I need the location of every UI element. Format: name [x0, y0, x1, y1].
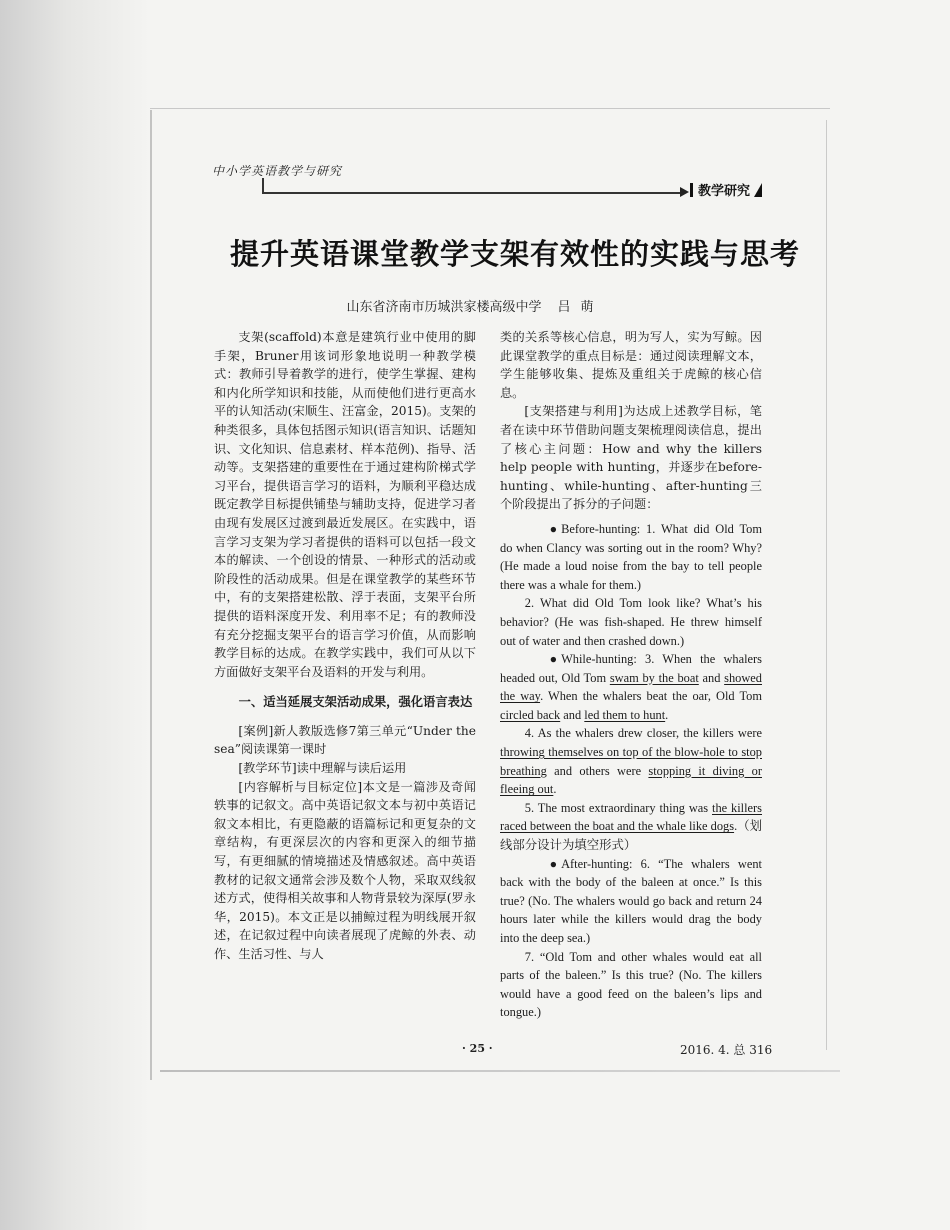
analysis-paragraph: [内容解析与目标定位]本文是一篇涉及奇闻轶事的记叙文。高中英语记叙文本与初中英语记叙文本相比，有更隐蔽的语篇标记和更复杂的文章结构，有更深层次的内容和更深入的细节描写，有更细腻的情境描述及情感叙述。高中英语教材的记叙文通常会涉及数个人物，采取双线叙述方式，使得相关故事和人物背景较为深厚(罗永华，2015)。本文正是以捕鲸过程为明线展开叙述，在记叙过程中向读者展现了虎鲸的外表、动作、生活习性、与人 [214, 779, 476, 961]
blank-1: swam by the boat [609, 670, 699, 685]
right-column [500, 328, 762, 1022]
question-4: 4. As the whalers drew closer, the killers were throwing themselves on top of the blow-hole to stop breathing and others were stopping it diving or fleeing out. [500, 726, 762, 797]
step-paragraph: [教学环节]读中理解与读后运用 [238, 761, 407, 776]
flag-icon [754, 183, 762, 197]
question-2: 2. What did Old Tom look like? What’s his behavior? (He was fish-shaped. He threw himself out of water and then crashed down.) [500, 596, 762, 648]
question-5: 5. The most extraordinary thing was the killers raced between the boat and the whale like dogs.（划线部分设计为填空形式） [500, 800, 762, 853]
question-3: ● While-hunting: 3. When the whalers headed out, Old Tom swam by the boat and showed the way. When the whalers beat the oar, Old Tom circled back and led them to hunt. [500, 652, 762, 722]
bullet-icon: ● [549, 652, 558, 667]
author-name: 吕萌 [557, 300, 604, 315]
issue-info: 2016. 4. 总 316 [680, 1043, 773, 1057]
section-label: 教学研究 [698, 184, 751, 199]
continuation-paragraph: 类的关系等核心信息，明为写人，实为写鲸。因此课堂教学的重点目标是：通过阅读理解文本，学生能够收集、提炼及重组关于虎鲸的核心信息。 [500, 330, 762, 400]
scan-right-edge [826, 120, 827, 1050]
bar-icon [690, 183, 693, 197]
affiliation: 山东省济南市历城洪家楼高级中学 [346, 300, 542, 315]
question-6 [500, 855, 762, 948]
header-rule-horizontal [262, 192, 682, 194]
journal-name: 中小学英语教学与研究 [212, 164, 343, 178]
blank-2: showed the way [500, 670, 762, 704]
scan-top-edge [150, 108, 830, 109]
section-heading: 一、适当延展支架活动成果，强化语言表达 [238, 695, 473, 710]
case-paragraph: [案例]新人教版选修7第三单元“Under the sea”阅读课第一课时 [214, 723, 476, 757]
blank-4: led them to hunt [584, 707, 666, 722]
blank-5: throwing themselves on top of the blow-hole to stop breathing [500, 745, 762, 778]
byline [0, 296, 950, 315]
section-tag [690, 180, 762, 199]
blank-7: the killers raced between the boat and the whale like dogs [500, 800, 762, 834]
intro-paragraph: 支架(scaffold)本意是建筑行业中使用的脚手架，Bruner用该词形象地说明一种教学模式：教师引导着教学的进行，使学生掌握、建构和内化所学知识和技能，从而使他们进行更高水平的认知活动(宋顺生、汪富金，2015)。支架的种类很多，具体包括图示知识(语言知识、话题知识、文化知识、信息素材、样本范例)、指导、活动等。支架搭建的重要性在于通过建构阶梯式学习平台，提供语言学习的语料，为顺利平稳达成既定教学目标提供铺垫与辅助支持，促进学习者由现有发展区过渡到最近发展区。在实践中，语言学习支架为学习者提供的语料可以包括一段文本的解读、一个创设的情景、一种形式的活动或阶段性的活动成果。但是在课堂教学的某些环节中，有的支架搭建松散、浮于表面，支架平台所提供的语料深度开发、利用率不足；有的教师没有充分挖掘支架平台的语言学习价值，从而影响教学目标的达成。在教学实践中，我们可从以下方面做好支架平台及语料的开发与利用。 [214, 330, 476, 679]
bullet-icon: ● [549, 521, 558, 536]
article-title: 提升英语课堂教学支架有效性的实践与思考 [230, 237, 801, 271]
question-6-text: After-hunting: 6. “The whalers went back with the body of the baleen at once.” Is this true? (No. The whalers would go back and return 24 hours later while the killers would drag the body into the deep sea.) [500, 856, 762, 945]
arrow-icon [680, 187, 689, 197]
bullet-icon: ● [549, 856, 558, 871]
left-column [214, 328, 476, 964]
scan-shadow [0, 0, 150, 1230]
scan-left-edge [150, 110, 152, 1080]
question-7: 7. “Old Tom and other whales would eat all parts of the baleen.” Is this true? (No. The killers would have a good feed on the baleen’s lips and tongue.) [500, 949, 762, 1020]
page-number: · 25 · [462, 1042, 493, 1055]
scan-bottom-edge [160, 1070, 840, 1072]
scaffold-paragraph: [支架搭建与利用]为达成上述教学目标，笔者在读中环节借助问题支架梳理阅读信息，提出了核心主问题：How and why the killers help people with hunting，并逐步在before-hunting、while-hunting、after-hunting三个阶段提出了拆分的子问题： [500, 404, 762, 512]
question-1 [500, 520, 762, 594]
question-1-text: Before-hunting: 1. What did Old Tom do when Clancy was sorting out in the room? Why? (He made a loud noise from the bay to tell people there was a whale for them.) [500, 521, 762, 592]
blank-3: circled back [500, 707, 561, 722]
blank-6: stopping it diving or fleeing out [500, 763, 762, 797]
